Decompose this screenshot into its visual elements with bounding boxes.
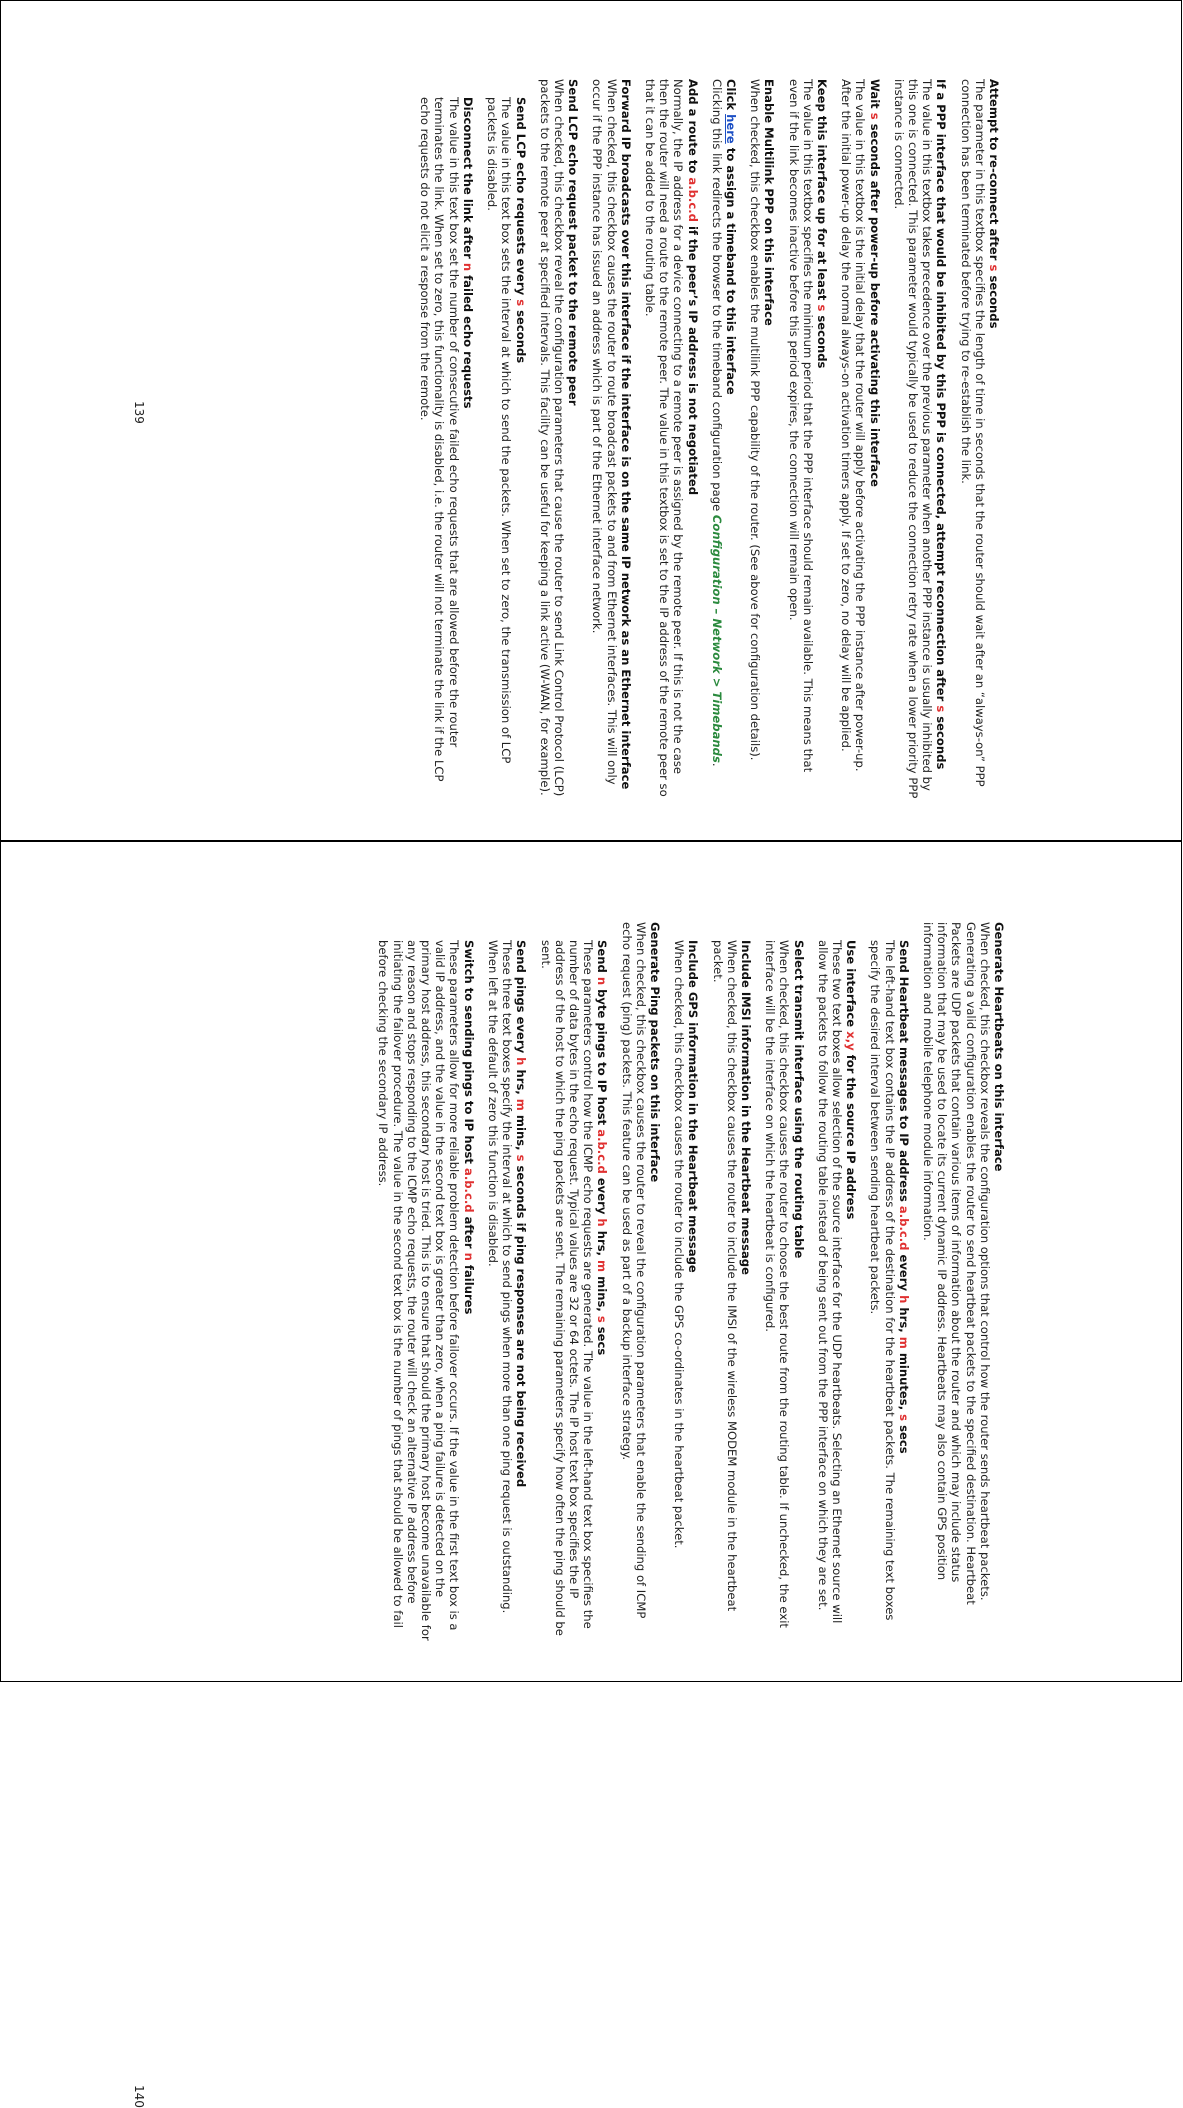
variable-placeholder: m (896, 1336, 911, 1349)
parameter-section (619, 922, 662, 1642)
variable-placeholder: n (460, 262, 475, 272)
text-run: Enable Multilink PPP on this interface (762, 79, 777, 326)
parameter-section (868, 940, 911, 1642)
menu-path: Configuration – Network > Timebands (709, 514, 724, 763)
text-run: The value in this text box sets the interval at which to send the packets. When set to zero, the transmission of LCP packets is disabled. (485, 97, 514, 764)
text-run: Send LCP echo request packet to the remote peer (566, 79, 581, 406)
text-run: every (896, 1250, 911, 1296)
page-140-content (366, 922, 1006, 1642)
variable-placeholder: s (513, 299, 528, 307)
text-run: mins, (514, 1110, 529, 1155)
variable-placeholder: h (896, 1295, 911, 1304)
parameter-description (892, 79, 935, 799)
parameter-heading (686, 940, 700, 1642)
text-run: . (709, 762, 724, 767)
text-run: seconds (513, 306, 528, 364)
variable-placeholder: x,y (844, 1031, 859, 1051)
parameter-section (485, 97, 528, 799)
parameter-description (590, 79, 618, 799)
text-run: Send pings every (514, 940, 529, 1058)
parameter-section (839, 79, 882, 799)
text-run: When checked, this checkbox reveals the configuration options that control how the router sends heartbeat packets. Generating a valid configuration enables the router to send heartbeat packets to the specified destination. Heartbeat Packets are UDP packets that contain various items of information about the router and which may include status information that may be used to locate its current dynamic IP address. Heartbeats may also contain GPS position information and mobile telephone module information. (920, 922, 992, 1605)
text-run: Keep this interface up for at least (814, 79, 829, 305)
parameter-heading (462, 940, 476, 1642)
parameter-heading (595, 940, 609, 1642)
parameter-section (418, 97, 475, 799)
text-run: The left-hand text box contains the IP address of the destination for the heartbeat packets. The remaining text boxes specify the desired interval between sending heartbeat packets. (868, 940, 897, 1621)
parameter-heading (815, 79, 829, 799)
parameter-section (376, 940, 475, 1642)
parameter-heading (987, 79, 1001, 799)
text-run: to assign a timeband to this interface (723, 143, 738, 395)
variable-placeholder: s (987, 264, 1001, 272)
variable-placeholder: a.b.c.d (595, 1129, 610, 1174)
text-run: seconds after power-up before activating this interface (867, 119, 882, 487)
page-139-content (408, 79, 1001, 799)
parameter-description (710, 940, 738, 1642)
parameter-description (619, 922, 647, 1642)
parameter-description (643, 79, 686, 799)
parameter-section (486, 940, 529, 1642)
variable-placeholder: h (514, 1057, 529, 1066)
text-run: hrs, (514, 1065, 529, 1099)
text-run: When checked, this checkbox causes the router to choose the best route from the routing table. If unchecked, the exit interface will be the interface on which the heartbeat is configured. (763, 940, 792, 1628)
text-run: When checked, this checkbox causes the router to include the IMSI of the wireless MODEM module in the heartbeat packet. (710, 940, 739, 1612)
parameter-heading (461, 97, 475, 799)
parameter-description (868, 940, 896, 1642)
text-run: seconds (934, 712, 949, 770)
text-run: Send (595, 940, 610, 977)
parameter-section (710, 79, 738, 799)
text-run: every (595, 1173, 610, 1219)
parameter-description (786, 79, 814, 799)
parameter-heading (513, 97, 527, 799)
parameter-description (710, 79, 724, 799)
parameter-section (538, 79, 581, 799)
text-run: The value in this textbox takes precedence over the previous parameter when another PPP instance is usually inhibited by this one is connected. This parameter would typically be used to reduce the connection retry rate when a lower priority PPP instance is connected. (891, 79, 935, 799)
parameter-heading (934, 79, 948, 799)
variable-placeholder: m (514, 1098, 529, 1111)
parameter-description (816, 940, 844, 1642)
parameter-heading (791, 940, 805, 1642)
parameter-heading (685, 79, 699, 799)
text-run: These two text boxes allow selection of the source interface for the UDP heartbeats. Selecting an Ethernet source will allow the packets to follow the routing table instead of being sent out from the PPP interface on which they are set. (815, 940, 844, 1624)
text-run: Send Heartbeat messages to IP address (896, 940, 911, 1206)
text-run: When checked, this checkbox causes the router to route broadcast packets to and from Ethernet interfaces. This will only occur if the PPP instance has issued an address which is part of the Ethernet interface network. (590, 79, 619, 785)
variable-placeholder: a.b.c.d (896, 1205, 911, 1251)
parameter-heading (514, 940, 528, 1642)
text-run: hrs, (896, 1303, 911, 1337)
text-run: Switch to sending pings to IP host (461, 940, 476, 1169)
text-run: Wait (867, 79, 882, 113)
text-run: failed echo requests (460, 271, 475, 409)
parameter-heading (619, 79, 633, 799)
page-139 (0, 0, 1182, 841)
text-run: hrs, (595, 1226, 610, 1261)
parameter-heading (762, 79, 776, 799)
parameter-section (710, 940, 753, 1642)
text-run: seconds (987, 271, 1001, 329)
variable-placeholder: a.b.c.d (461, 1168, 476, 1213)
page-number: 140 (132, 2085, 146, 2108)
page-140 (0, 841, 1182, 2108)
page-number: 139 (132, 401, 146, 424)
text-run: Click (723, 79, 738, 115)
variable-placeholder: a.b.c.d (685, 177, 700, 222)
parameter-description (538, 940, 595, 1642)
text-run: Normally, the IP address for a device connecting to a remote peer is assigned by the remote peer. If this is not the case then the router will need a route to the remote peer. The value in this textbox is set to the IP address of the remote peer so that it can be added to the routing table. (642, 79, 686, 797)
text-run: byte pings to IP host (595, 985, 610, 1130)
text-run: Include IMSI information in the Heartbeat message (738, 940, 753, 1275)
parameter-heading (897, 940, 911, 1642)
text-run: Forward IP broadcasts over this interface if the interface is on the same IP network as an Ethernet interface (618, 79, 633, 790)
parameter-description (418, 97, 461, 799)
text-run: Include GPS information in the Heartbeat message (686, 940, 701, 1273)
parameter-heading (724, 79, 738, 799)
text-run: Send LCP echo requests every (513, 97, 528, 300)
parameter-section (748, 79, 776, 799)
parameter-section (786, 79, 829, 799)
text-run: Clicking this link redirects the browser to the timeband configuration page (709, 79, 724, 515)
text-run: seconds (814, 311, 829, 369)
parameter-section (643, 79, 700, 799)
parameter-section (921, 922, 1006, 1642)
parameter-section (816, 940, 859, 1642)
text-run: When checked, this checkbox causes the router to reveal the configuration parameters that enable the sending of ICMP echo request (ping) packets. This feature can be used as part of a backup interface strategy. (619, 922, 648, 1619)
variable-placeholder: s (514, 1154, 529, 1162)
parameter-section (763, 940, 806, 1642)
text-run: Select transmit interface using the routing table (791, 940, 806, 1259)
text-run: Attempt to re-connect after (987, 79, 1001, 265)
text-run: When checked, this checkbox enables the multilink PPP capability of the router. (See above for configuration details). (748, 79, 763, 761)
text-run: Add a route to (685, 79, 700, 178)
parameter-description (672, 940, 686, 1642)
text-run: If a PPP interface that would be inhibited by this PPP is connected, attempt reconnection after (934, 79, 949, 706)
text-run: The value in this textbox is the initial delay that the router will apply before activating the PPP instance after power-up. After the initial power-up delay the normal always-on activation timers apply. If set to zero, no delay will be applied. (839, 79, 868, 772)
text-run: Generate Heartbeats on this interface (992, 922, 1006, 1172)
parameter-heading (992, 922, 1006, 1642)
parameter-description (958, 79, 986, 799)
text-run: for the source IP address (844, 1050, 859, 1220)
parameter-heading (867, 79, 881, 799)
text-run: When checked, this checkbox causes the router to include the GPS co-ordinates in the heartbeat packet. (672, 940, 687, 1549)
text-run: Disconnect the link after (460, 97, 475, 263)
text-run: seconds if ping responses are not being received (514, 1161, 529, 1488)
parameter-description (485, 97, 513, 799)
parameter-heading (566, 79, 580, 799)
text-run: failures (461, 1260, 476, 1315)
parameter-description (921, 922, 992, 1642)
text-run: The parameter in this textbox specifies the length of time in seconds that the router should wait after an “always-on” PPP connection has been terminated before trying to re-establish the link. (958, 79, 987, 787)
parameter-section (672, 940, 700, 1642)
parameter-section (958, 79, 1001, 799)
text-run: The value in this text box set the number of consecutive failed echo requests that are allowed before the router terminates the link. When set to zero, this functionality is disabled, i.e. the router will not terminate the link if the LCP echo requests do not elicit a response from the remote. (418, 97, 461, 782)
variable-placeholder: s (896, 1414, 911, 1422)
text-run: These three text boxes specify the interval at which to send pings when more than one ping request is outstanding. When left at the default of zero this function is disabled. (485, 940, 515, 1614)
variable-placeholder: s (814, 304, 829, 312)
parameter-description (763, 940, 791, 1642)
variable-placeholder: m (595, 1260, 610, 1273)
parameter-section (538, 940, 609, 1642)
parameter-heading (648, 922, 662, 1642)
variable-placeholder: n (595, 976, 610, 986)
text-run: These parameters allow for more reliable problem detection before failover occurs. If the value in the first text box is a valid IP address, and the value in the second text box is greater than zero, when a ping failure is detected on the primary host address, this secondary host is tried. This is to ensure that should the primary host become unavailable for any reason and stops responding to the ICMP echo requests, the router will check an alternative IP address before initiating the failover procedure. The value in the second text box is the number of pings that should be allowed to fail before checking the secondary IP address. (376, 940, 462, 1641)
parameter-heading (739, 940, 753, 1642)
text-run: The value in this textbox specifies the minimum period that the PPP interface should remain available. This means that even if the link becomes inactive before this period expires, the connection will remain open. (786, 79, 815, 773)
parameter-heading (844, 940, 858, 1642)
text-run: These parameters control how the ICMP echo requests are generated. The value in the left-hand text box specifies the number of data bytes in the echo request. Typical values are 32 or 64 octets. The IP host text box specifies the IP address of the host to which the ping packets are sent. The remaining parameters specify how often the ping should be sent. (538, 940, 596, 1636)
text-run: secs (896, 1421, 911, 1454)
parameter-description (839, 79, 867, 799)
variable-placeholder: s (867, 112, 882, 120)
parameter-description (538, 79, 566, 799)
timeband-link[interactable]: here (723, 114, 738, 144)
text-run: mins, (595, 1272, 610, 1316)
text-run: Generate Ping packets on this interface (647, 922, 662, 1183)
text-run: secs (595, 1322, 610, 1356)
variable-placeholder: s (595, 1315, 610, 1323)
parameter-description (376, 940, 461, 1642)
text-run: When checked, this checkbox reveal the configuration parameters that cause the router to send Link Control Protocol (LCP) packets to the remote peer at specified intervals. This facility can be useful for keeping a link active (W-WAN, for example). (537, 79, 566, 797)
parameter-section (590, 79, 633, 799)
variable-placeholder: h (595, 1218, 610, 1227)
text-run: if the peer’s IP address is not negotiated (685, 221, 700, 496)
parameter-section (892, 79, 949, 799)
parameter-description (748, 79, 762, 799)
variable-placeholder: s (934, 705, 949, 713)
text-run: minutes, (896, 1348, 911, 1415)
text-run: Use interface (844, 940, 859, 1032)
parameter-description (486, 940, 514, 1642)
variable-placeholder: n (461, 1252, 476, 1261)
text-run: after (461, 1212, 476, 1253)
